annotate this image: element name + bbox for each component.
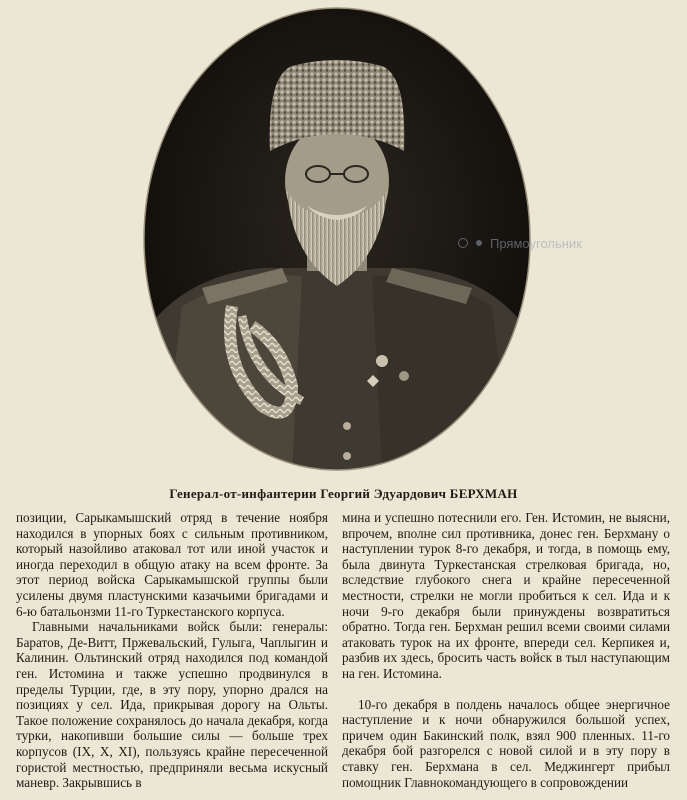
right-paragraph-1: мина и успешно потеснили его. Ген. Истомин, не выясни, впрочем, вполне сил противника, донес ген. Берхману о наступлении турок 8-го декабря, и тогда, в помощь ему, была двинута Туркестанская стрелковая бригада, но, вследствие глубокого снега и крайне пересеченной местности, стрелки не могли пробиться к сел. Ида и к ночи 9-го декабря были принуждены возвратиться обратно. Тогда ген. Берхман решил всеми своими силами атаковать турок на их фронте, впереди сел. Керпикея и, разбив их здесь, бросить часть войск в тыл наступающим на ген. Истомина. xyxy=(342,510,670,681)
left-text-column xyxy=(16,510,328,791)
watermark-bullet-icon xyxy=(458,238,468,248)
right-paragraph-2: 10-го декабря в полдень началось общее энергичное наступление и к ночи обнаружился большой успех, причем один Бакинский полк, взял 900 пленных. 11-го декабря бой разгорелся с новой силой и в эту пору в ставку ген. Берхмана в сел. Меджингерт прибыл помощник Главнокомандующего в сопровождении xyxy=(342,696,670,790)
watermark-overlay xyxy=(458,232,582,254)
right-text-column xyxy=(342,510,670,790)
left-paragraph-2: Главными начальниками войск были: генералы: Баратов, Де-Витт, Пржевальский, Гулыга, Чаплыгин и Калинин. Ольтинский отряд находился под командой ген. Истомина и также успешно продвинулся в пределы Турции, где, в эту пору, упорно дрался на позициях у сел. Ида, прикрывая дорогу на Ольты. Такое положение сохранялось до начала декабря, когда турки, накопивши большие силы — больше трех корпусов (IX, X, XI), пользуясь крайне пересеченной гористой местностью, предприняли весьма искусный маневр. Закрывшись в xyxy=(16,619,328,791)
watermark-dot-icon xyxy=(476,240,482,246)
left-paragraph-1: позиции, Сарыкамышский отряд в течение ноября находился в упорных боях с сильным противником, который назойливо атаковал тот или иной участок и иногда переходил в общую атаку на всем фронте. За этот период войска Сарыкамышской группы были усилены двумя пластунскими казачьими бригадами и 6-ю батальонзми 11-го Туркестанского корпуса. xyxy=(16,510,328,619)
photo-caption: Генерал-от-инфантерии Георгий Эдуардович БЕРХМАН xyxy=(169,486,518,501)
watermark-label: Прямоугольник xyxy=(490,235,582,251)
